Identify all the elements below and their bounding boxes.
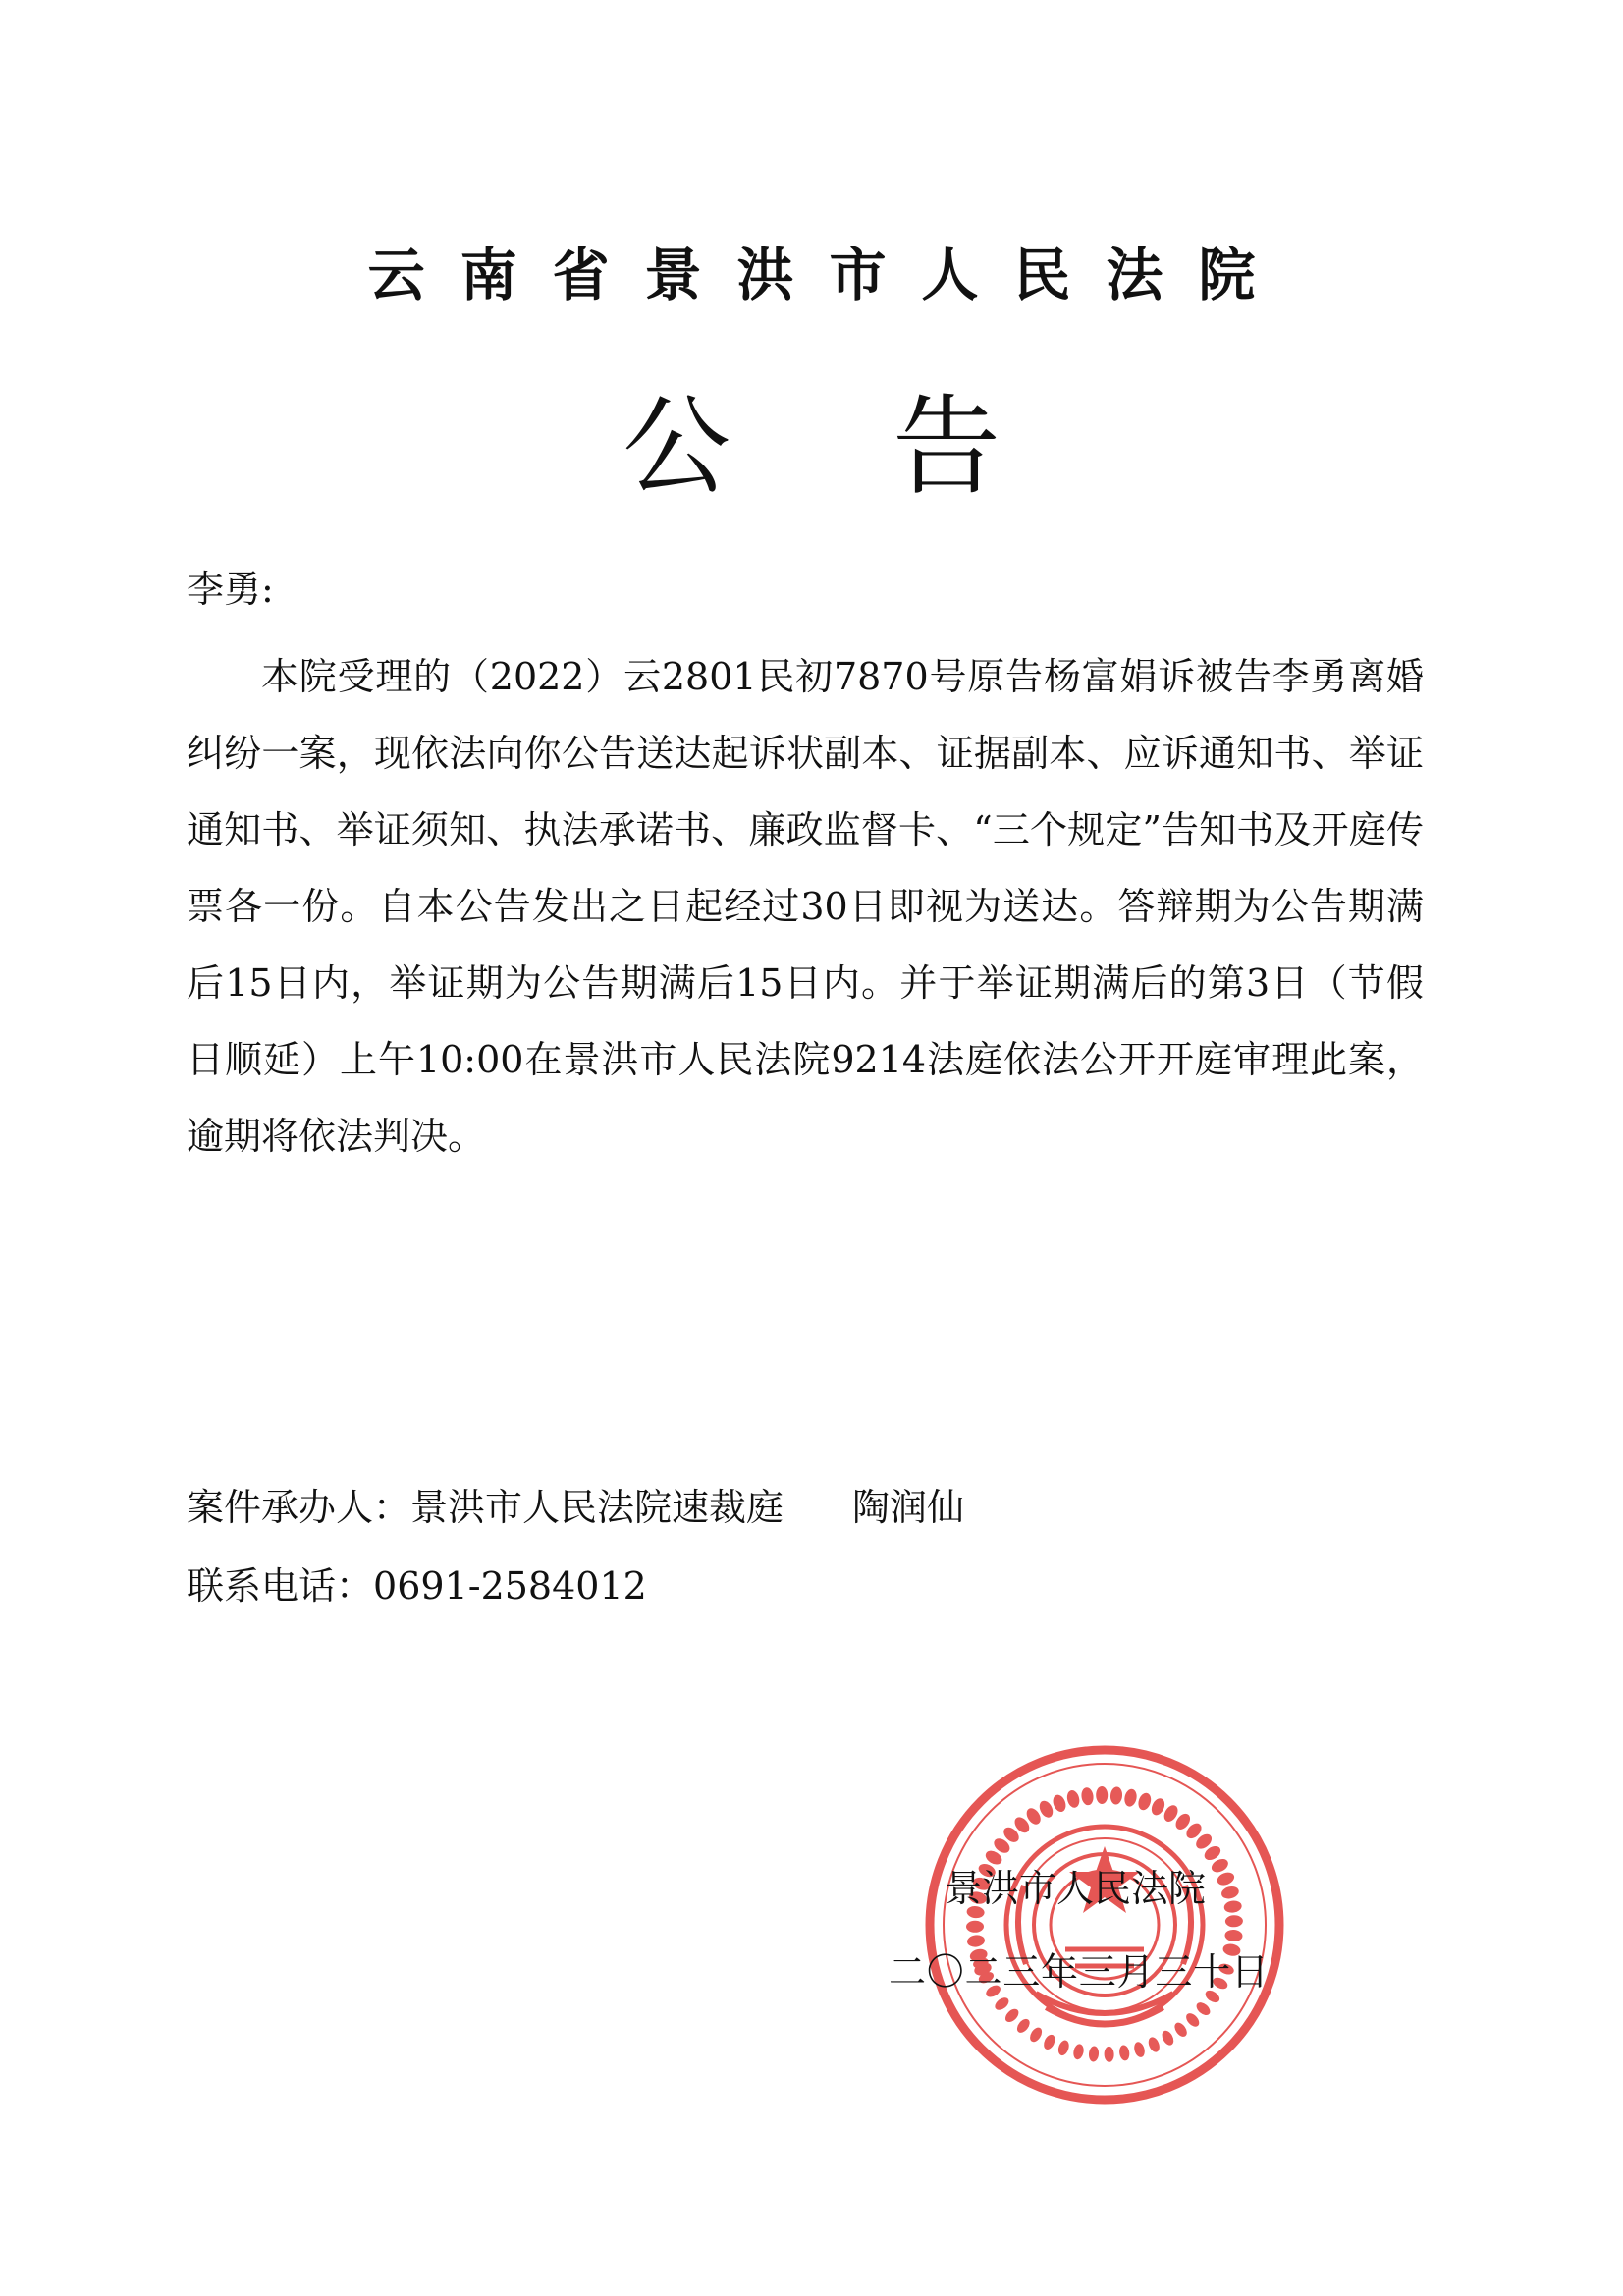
document-title: 公告	[622, 384, 1163, 510]
case-handler-department: 景洪市人民法院速裁庭	[410, 1486, 784, 1529]
contact-phone-label: 联系电话：	[187, 1564, 374, 1608]
case-handler-name: 陶润仙	[852, 1486, 965, 1529]
court-seal-icon	[918, 1738, 1291, 2111]
addressee: 李勇:	[187, 568, 274, 611]
case-handler-line	[187, 1478, 964, 1537]
case-handler-label: 案件承办人：	[187, 1486, 411, 1529]
contact-phone-number: 0691-2584012	[373, 1564, 647, 1608]
contact-phone-line	[187, 1557, 647, 1615]
court-name: 云南省景洪市人民法院	[367, 242, 1291, 308]
signature-court: 景洪市人民法院	[945, 1867, 1207, 1910]
signature-date: 二〇二三年三月三十日	[889, 1950, 1270, 1994]
notice-body: 本院受理的（2022）云2801民初7870号原告杨富娟诉被告李勇离婚纠纷一案，现依法向你公告送达起诉状副本、证据副本、应诉通知书、举证通知书、举证须知、执法承诺书、廉政监督卡、“三个规定”告知书及开庭传票各一份。自本公告发出之日起经过30日即视为送达。答辩期为公告期满后15日内，举证期为公告期满后15日内。并于举证期满后的第3日（节假日顺延）上午10:00在景洪市人民法院9214法庭依法公开开庭审理此案，逾期将依法判决。	[187, 655, 1424, 1158]
